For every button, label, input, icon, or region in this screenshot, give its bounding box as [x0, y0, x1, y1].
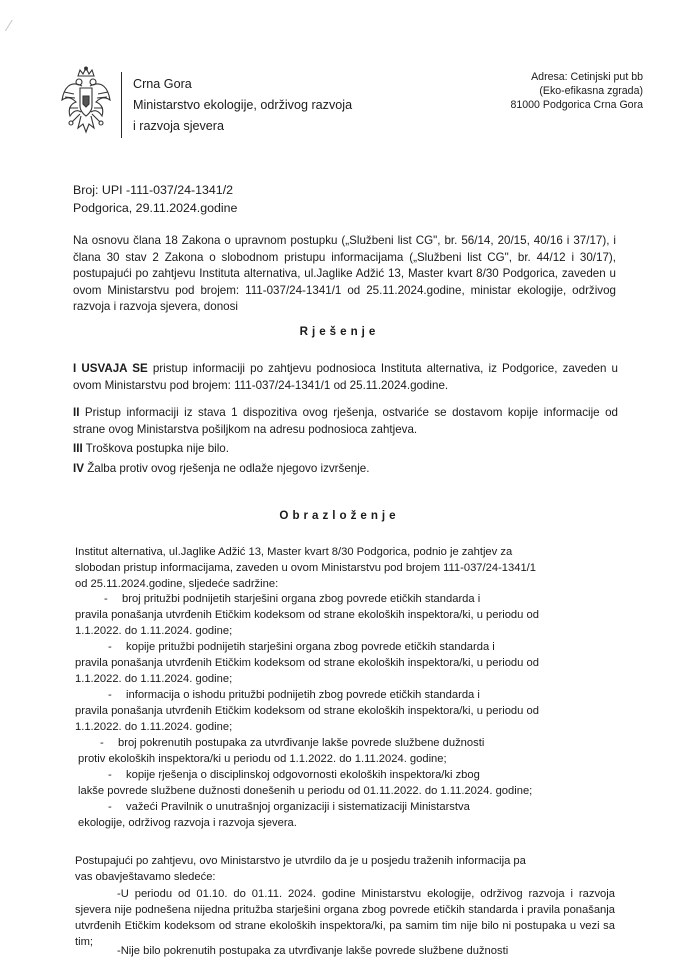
- address-line2: (Eko-efikasna zgrada): [539, 85, 643, 97]
- legal-basis-paragraph: Na osnovu člana 18 Zakona o upravnom postupku („Službeni list CG", br. 56/14, 20/15, 40/16 i 37/17), i člana 30 stav 2 Zakona o slobodnom pristupu informacijama („Službeni list CG", br. 44/12 i 30/17), postupajući po zahtjevu Instituta alternativa, ul.Jaglike Adžić 13, Master kvart 8/30 Podgorica, zaveden u ovom Ministarstvu pod brojem: 111-037/24-1341/1 od 25.11.2024.godine, ministar ekologije, održivog razvoja i razvoja sjevera, donosi: [73, 234, 616, 313]
- findings-paragraph-1: -U periodu od 01.10. do 01.11. 2024. godine Ministarstvu ekologije, održivog razvoja i razvoja sjevera nije podnešena nijedna pritužba starješini organa zbog povrede etičkih standarda i pravila ponašanja utvrđenih Etičkim kodeksom od strane ekoloških inspektora/ki, pa samim tim nije bilo ni postupaka u vezi sa tim;: [75, 888, 615, 948]
- reasoning-heading: Obrazloženje: [279, 509, 400, 522]
- list-item-continuation: pravila ponašanja utvrđenih Etičkim kodeksom od strane ekoloških inspektora/ki, u periodu od: [75, 609, 539, 621]
- decision-item-1: [73, 361, 618, 394]
- reasoning-intro-line3: od 25.11.2024.godine, sljedeće sadržine:: [75, 578, 279, 590]
- decision-item-4: [73, 461, 618, 478]
- decision-item-3: [73, 441, 618, 458]
- decision-item-2: [73, 405, 618, 438]
- list-item-continuation: pravila ponašanja utvrđenih Etičkim kodeksom od strane ekoloških inspektora/ki, u periodu od: [75, 657, 539, 669]
- list-item-continuation: lakše povrede službene dužnosti donešenih u periodu od 01.11.2022. do 1.11.2024. godine;: [78, 785, 533, 797]
- decision-item-3-lead: III: [73, 442, 83, 455]
- list-item-continuation: protiv ekoloških inspektora/ki u periodu od 1.1.2022. do 1.11.2024. godine;: [78, 753, 447, 765]
- place-and-date: Podgorica, 29.11.2024.godine: [73, 201, 238, 215]
- ministry-header: [133, 74, 352, 137]
- coat-of-arms-emblem: [60, 66, 112, 138]
- list-item: - kopije pritužbi podnijetih starješini organa zbog povrede etičkih standarda i: [108, 641, 495, 653]
- decision-heading: Rješenje: [299, 325, 380, 338]
- reasoning-intro-line1: Institut alternativa, ul.Jaglike Adžić 13, Master kvart 8/30 Podgorica, podnio je zahtjev za: [75, 546, 513, 558]
- address-line3: 81000 Podgorica Crna Gora: [510, 99, 643, 111]
- header-divider: [121, 72, 122, 138]
- list-item: - informacija o ishodu pritužbi podnijetih zbog povrede etičkih standarda i: [108, 689, 480, 701]
- list-item-continuation: 1.1.2022. do 1.11.2024. godine;: [75, 625, 233, 637]
- ministry-name-line1: Ministarstvo ekologije, održivog razvoja: [133, 98, 353, 112]
- list-item-continuation: 1.1.2022. do 1.11.2024. godine;: [75, 721, 233, 733]
- scan-mark: ⁄: [8, 18, 11, 35]
- findings-intro-line1: Postupajući po zahtjevu, ovo Ministarstvo je utvrdilo da je u posjedu traženih informacija pa: [75, 855, 526, 867]
- list-item-continuation: 1.1.2022. do 1.11.2024. godine;: [75, 673, 233, 685]
- reasoning-intro-line2: slobodan pristup informacijama, zaveden u ovom Ministarstvu pod brojem 111-037/24-1341/1: [75, 562, 537, 574]
- country-name: Crna Gora: [133, 77, 192, 91]
- findings-paragraph-2: -Nije bilo pokrenutih postupaka za utvrđivanje lakše povrede službene dužnosti: [117, 945, 509, 957]
- decision-item-1-text: pristup informaciji po zahtjevu podnosioca Instituta alternativa, iz Podgorice, zaveden u ovom Ministarstvu pod brojem: 111-037/24-1341/1 od 25.11.2024.godine.: [73, 362, 618, 392]
- decision-item-2-lead: II: [73, 406, 80, 419]
- reference-number: Broj: UPI -111-037/24-1341/2: [73, 183, 234, 197]
- list-item: - broj pokrenutih postupaka za utvrđivanje lakše povrede službene dužnosti: [100, 737, 485, 749]
- list-item: - kopije rješenja o disciplinskoj odgovornosti ekoloških inspektora/ki zbog: [108, 769, 480, 781]
- list-item-continuation: ekologije, održivog razvoja i razvoja sjevera.: [78, 817, 297, 829]
- ministry-address: [510, 70, 643, 112]
- list-item-continuation: pravila ponašanja utvrđenih Etičkim kodeksom od strane ekoloških inspektora/ki, u periodu od: [75, 705, 539, 717]
- decision-item-3-text: Troškova postupka nije bilo.: [82, 442, 229, 455]
- ministry-name-line2: i razvoja sjevera: [133, 119, 224, 133]
- decision-item-4-lead: IV: [73, 462, 84, 475]
- address-line1: Adresa: Cetinjski put bb: [531, 71, 643, 83]
- decision-item-2-text: Pristup informaciji iz stava 1 dispozitiva ovog rješenja, ostvariće se dostavom kopije informacije od strane ovog Ministarstva pošiljkom na adresu podnosioca zahtjeva.: [73, 406, 618, 436]
- list-item: - važeći Pravilnik o unutrašnjoj organizaciji i sistematizaciji Ministarstva: [108, 801, 470, 813]
- findings-intro-line2: vas obavještavamo sledeće:: [75, 871, 216, 883]
- decision-item-1-lead: I USVAJA SE: [73, 362, 148, 375]
- list-item: - broj pritužbi podnijetih starješini organa zbog povrede etičkih standarda i: [104, 593, 481, 605]
- decision-item-4-text: Žalba protiv ovog rješenja ne odlaže njegovo izvršenje.: [83, 462, 370, 475]
